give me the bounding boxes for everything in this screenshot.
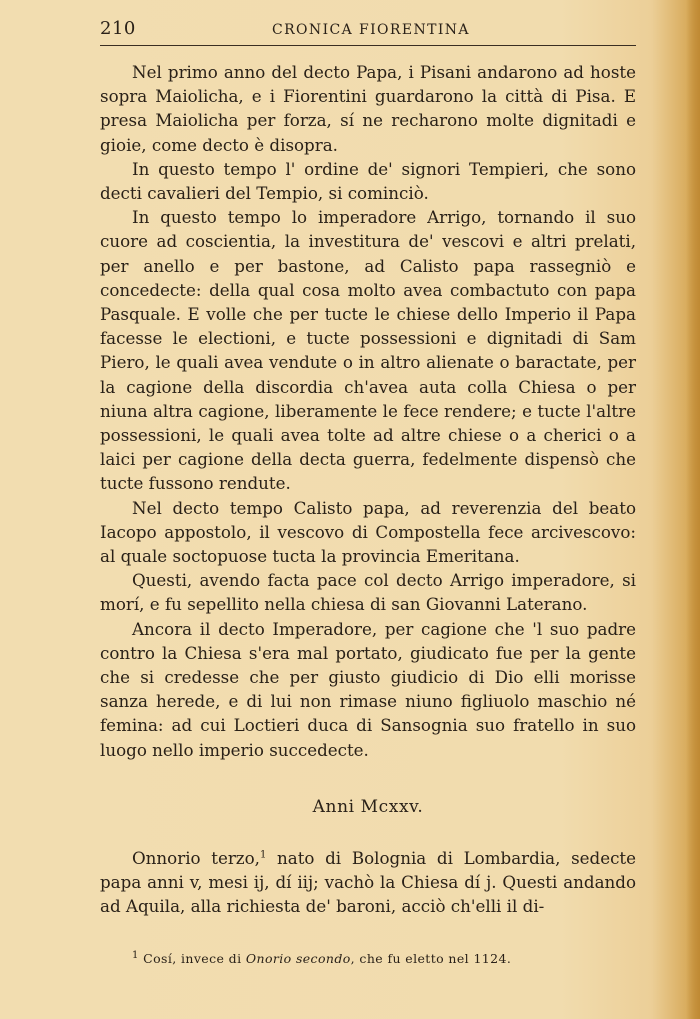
paragraph: Nel primo anno del decto Papa, i Pisani andarono ad hoste sopra Maiolicha, e i Fiorentini guardarono la città di Pisa. E presa Maiolicha per forza, sí ne recharono molte dignitadi e gioie, come decto è disopra. [100, 62, 636, 155]
paragraph [100, 846, 636, 919]
header-rule [100, 45, 636, 46]
footnote-reference: 1 [259, 849, 267, 861]
footnote-text-after: , che fu eletto nel 1124. [350, 951, 512, 966]
footnote-italic-text: Onorio secondo [245, 951, 351, 966]
running-head: CRONICA FIORENTINA [272, 22, 470, 38]
year-heading: Anni Mcxxv. [312, 797, 424, 817]
paragraph: Ancora il decto Imperadore, per cagione che 'l suo padre contro la Chiesa s'era mal portato, giudicato fue per la gente che si credesse che per giusto giudicio di Dio elli morisse sanza herede, e di lui non rimase niuno figliuolo maschio né femina: ad cui Loctieri duca di Sansognia suo fratello in suo luogo nello imperio succedecte. [100, 618, 636, 760]
footnote [132, 951, 632, 966]
main-text [100, 60, 636, 762]
paragraph-rest: nato di Bolognia di Lombardia, sedecte papa anni v, mesi ij, dí iij; vachò la Chiesa dí j. Questi andando ad Aquila, alla richiesta de' baroni, acciò ch'elli il di- [100, 848, 637, 917]
paragraph: Questi, avendo facta pace col decto Arrigo imperadore, si morí, e fu sepellito nella chiesa di san Giovanni Laterano. [100, 570, 636, 615]
page-edge-shadow [686, 0, 700, 1019]
paragraph: Nel decto tempo Calisto papa, ad reverenzia del beato Iacopo appostolo, il vescovo di Compostella fece arcivescovo: al quale soctopuose tucta la provincia Emeritana. [100, 497, 636, 567]
section-text [100, 846, 636, 919]
footnote-mark: 1 [132, 949, 139, 961]
page-header [100, 16, 636, 44]
footnote-text-before: Cosí, invece di [138, 951, 246, 966]
page-number: 210 [100, 18, 136, 39]
paragraph-start: Onnorio terzo, [132, 848, 260, 868]
paragraph: In questo tempo lo imperadore Arrigo, tornando il suo cuore ad coscientia, la investitura de' vescovi e altri prelati, per anello e per bastone, ad Calisto papa rassegniò e concedecte: della qual cosa molto avea combactuto con papa Pasquale. E volle che per tucte le chiese dello Imperio il Papa facesse le electioni, e tucte possessioni e dignitadi di Sam Piero, le quali avea vendute o in altro alienate o baractate, per la cagione della discordia ch'avea auta colla Chiesa o per niuna altra cagione, liberamente le fece rendere; e tucte l'altre possessioni, le quali avea tolte ad altre chiese o a cherici o a laici per cagione della decta guerra, fedelmente dispensò che tucte fussono rendute. [100, 207, 636, 494]
paragraph: In questo tempo l' ordine de' signori Tempieri, che sono decti cavalieri del Tempio, si cominciò. [100, 158, 636, 204]
